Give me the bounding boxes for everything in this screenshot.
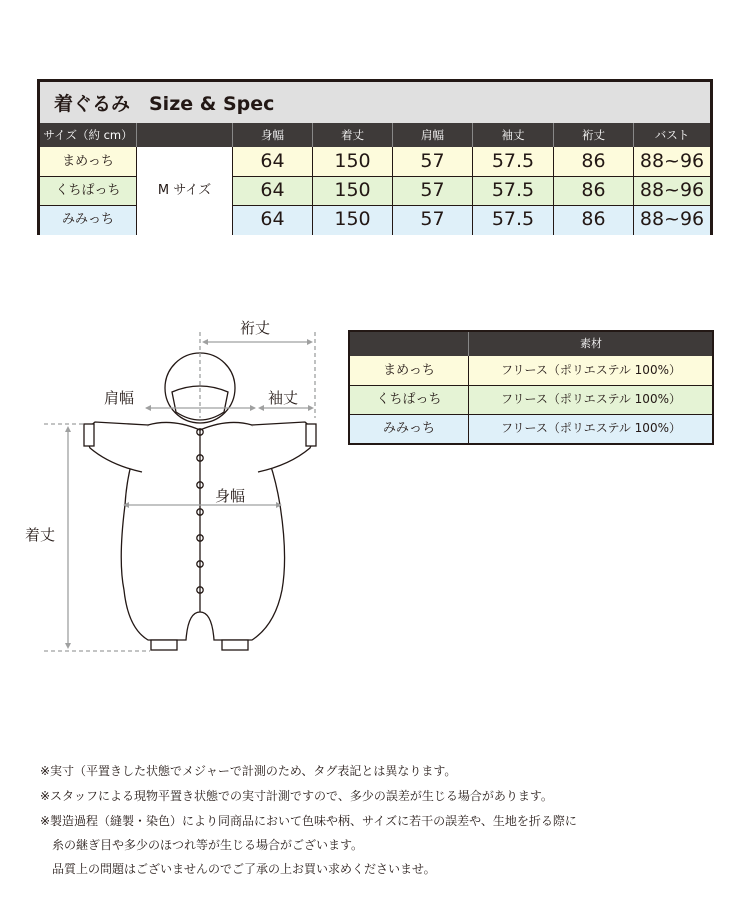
column-header-sodetake: 袖丈	[501, 128, 525, 142]
column-header-yukitake: 裄丈	[582, 128, 605, 142]
cell-sodetake: 57.5	[491, 208, 535, 230]
label-kitake: 着丈	[25, 526, 56, 544]
size-spec-table	[37, 79, 713, 235]
column-header-bust: バスト	[654, 128, 690, 142]
label-mihaba: 身幅	[215, 487, 246, 505]
label-sodetake: 袖丈	[268, 389, 299, 407]
material-row-mimicchi	[350, 414, 712, 443]
cell-yukitake: 86	[581, 150, 606, 172]
cell-bust: 88~96	[639, 150, 705, 172]
cell-mihaba: 64	[260, 179, 285, 201]
note-line: ※スタッフによる現物平置き状態での実寸計測ですので、多少の誤差が生じる場合があります。	[40, 789, 553, 803]
cell-mihaba: 64	[260, 208, 285, 230]
kigurumi-measurement-diagram	[0, 300, 340, 670]
material-value: フリース（ポリエステル 100%）	[501, 421, 681, 435]
cell-mihaba: 64	[260, 150, 285, 172]
label-yukitake: 裄丈	[240, 319, 271, 337]
material-value: フリース（ポリエステル 100%）	[501, 392, 681, 406]
material-header-label: 素材	[580, 337, 602, 350]
size-table-title-bar	[40, 82, 710, 123]
row-name: まめっち	[383, 363, 435, 378]
note-line: ※製造過程（縫製・染色）により同商品において色味や柄、サイズに若干の誤差や、生地を折る際に	[40, 814, 577, 828]
note-line: 品質上の問題はございませんのでご了承の上お買い求めくださいませ。	[40, 862, 436, 876]
material-row-kuchipacchi	[350, 385, 712, 414]
size-table-title: 着ぐるみ Size & Spec	[54, 93, 275, 115]
column-header-kitake: 着丈	[341, 128, 364, 142]
cell-kitake: 150	[334, 150, 371, 172]
size-table-header-row	[40, 123, 710, 147]
row-name: まめっち	[62, 154, 114, 169]
material-table-header	[350, 332, 712, 356]
cell-katahaba: 57	[420, 179, 445, 201]
row-name: みみっち	[61, 212, 114, 227]
cell-kitake: 150	[334, 208, 371, 230]
cell-bust: 88~96	[639, 179, 705, 201]
size-label-m: M サイズ	[137, 147, 232, 235]
material-row-mamecchi	[350, 356, 712, 385]
material-value: フリース（ポリエステル 100%）	[501, 363, 681, 377]
cell-yukitake: 86	[581, 179, 606, 201]
cell-yukitake: 86	[581, 208, 606, 230]
cell-bust: 88~96	[639, 208, 705, 230]
cell-katahaba: 57	[420, 150, 445, 172]
row-name: くちぱっち	[55, 183, 121, 198]
cell-sodetake: 57.5	[491, 150, 535, 172]
cell-kitake: 150	[334, 179, 371, 201]
note-line: 糸の継ぎ目や多少のほつれ等が生じる場合がございます。	[40, 838, 364, 852]
column-header-katahaba: 肩幅	[421, 128, 444, 142]
cell-sodetake: 57.5	[491, 179, 535, 201]
cell-katahaba: 57	[420, 208, 445, 230]
label-katahaba: 肩幅	[104, 389, 135, 407]
note-line: ※実寸（平置きした状態でメジャーで計測のため、タグ表記とは異なります。	[40, 764, 457, 778]
material-table	[348, 330, 714, 445]
row-name: みみっち	[382, 421, 435, 436]
column-header-mihaba: 身幅	[261, 128, 284, 142]
size-unit-header: サイズ（約 cm）	[43, 128, 133, 142]
row-name: くちぱっち	[376, 392, 442, 407]
